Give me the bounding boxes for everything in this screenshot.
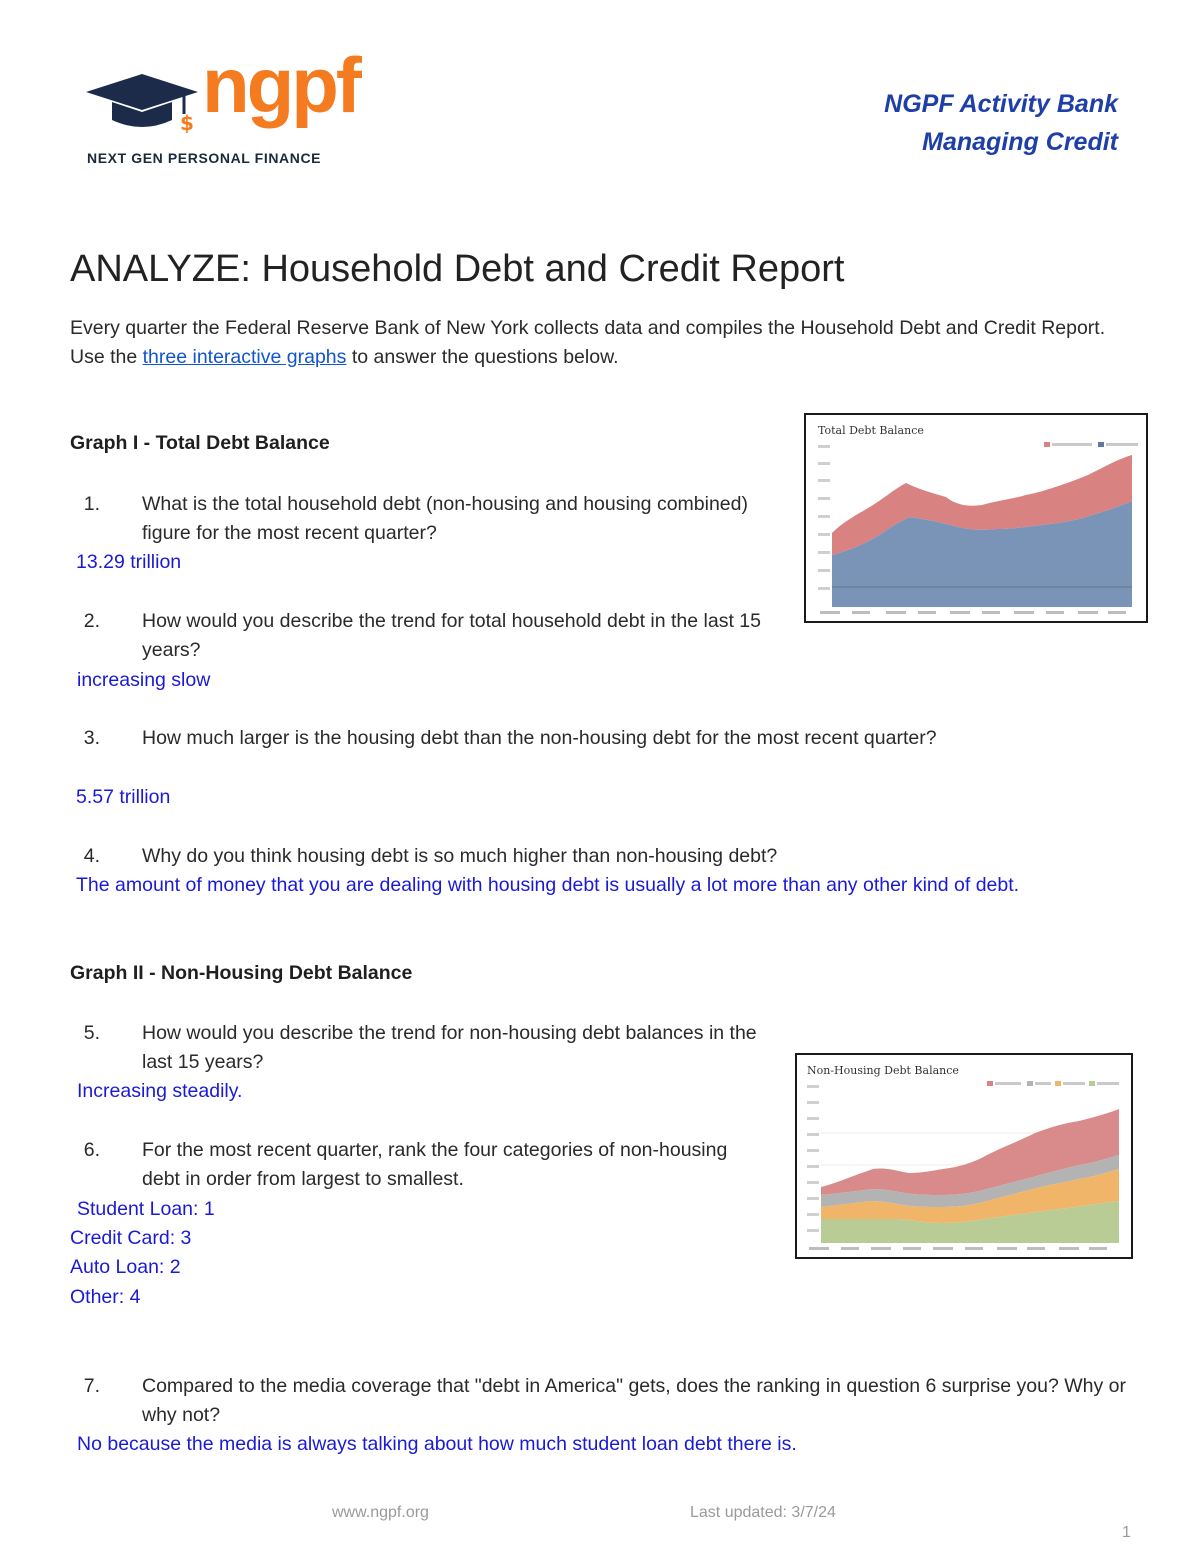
question-4	[70, 842, 1070, 871]
footer-last-updated: Last updated: 3/7/24	[690, 1504, 836, 1521]
question-number: 3.	[83, 727, 100, 749]
non-housing-debt-chart	[795, 1053, 1133, 1259]
question-6	[70, 1136, 760, 1194]
x-tick-labels	[809, 1247, 1107, 1250]
question-number: 1.	[83, 493, 100, 515]
question-number: 5.	[83, 1022, 100, 1044]
graph2-heading: Graph II - Non-Housing Debt Balance	[70, 962, 413, 984]
x-tick-labels	[820, 611, 1126, 614]
answer-6-rank-1: Student Loan: 1	[77, 1198, 215, 1220]
y-tick-labels	[818, 445, 830, 590]
graph1-heading: Graph I - Total Debt Balance	[70, 432, 330, 454]
svg-text:$: $	[180, 111, 194, 135]
question-number: 6.	[83, 1139, 100, 1161]
total-debt-chart	[804, 413, 1148, 623]
question-2	[70, 607, 790, 665]
header-activity-bank: NGPF Activity Bank	[884, 90, 1118, 118]
question-number: 7.	[83, 1375, 100, 1397]
legend	[987, 1081, 1119, 1086]
question-text: Why do you think housing debt is so much higher than non-housing debt?	[142, 845, 778, 867]
intro-paragraph	[70, 314, 1130, 372]
answer-6-rank-3: Auto Loan: 2	[70, 1256, 181, 1278]
question-text: How much larger is the housing debt than the non-housing debt for the most recent quarter?	[142, 727, 937, 749]
intro-text-before: Every quarter the Federal Reserve Bank of New York collects data and compiles the Household Debt and Credit Report. Use the	[70, 317, 1106, 368]
question-number: 2.	[83, 610, 100, 632]
chart-title: Total Debt Balance	[818, 424, 924, 437]
intro-text-after: to answer the questions below.	[346, 346, 619, 368]
question-text: For the most recent quarter, rank the four categories of non-housing debt in order from largest to smallest.	[142, 1139, 728, 1190]
total-debt-chart-svg	[806, 415, 1146, 621]
y-tick-labels	[807, 1085, 819, 1232]
logo-wordmark: ngpf	[202, 41, 359, 129]
answer-6-rank-2: Credit Card: 3	[70, 1227, 192, 1249]
question-text: Compared to the media coverage that "debt in America" gets, does the ranking in question 6 surprise you? Why or why not?	[142, 1375, 1126, 1426]
graduation-cap-icon	[84, 68, 204, 138]
logo-subtitle: NEXT GEN PERSONAL FINANCE	[87, 150, 322, 166]
legend-swatch-housing	[1098, 442, 1104, 447]
answer-5: Increasing steadily.	[77, 1080, 243, 1102]
answer-1: 13.29 trillion	[76, 551, 182, 573]
interactive-graphs-link[interactable]: three interactive graphs	[142, 346, 347, 368]
answer-4: The amount of money that you are dealing with housing debt is usually a lot more than any other kind of debt.	[76, 874, 1020, 896]
question-7	[70, 1372, 1130, 1430]
answer-6-rank-4: Other: 4	[70, 1286, 141, 1308]
ngpf-logo	[84, 41, 384, 172]
question-text: How would you describe the trend for non-housing debt balances in the last 15 years?	[142, 1022, 757, 1073]
question-text: How would you describe the trend for total household debt in the last 15 years?	[142, 610, 761, 661]
question-3	[70, 724, 1070, 753]
answer-7: No because the media is always talking about how much student loan debt there is.	[77, 1433, 797, 1455]
page-title: ANALYZE: Household Debt and Credit Report	[70, 248, 845, 290]
question-number: 4.	[83, 845, 100, 867]
question-text: What is the total household debt (non-housing and housing combined) figure for the most recent quarter?	[142, 493, 748, 544]
non-housing-chart-svg	[797, 1055, 1131, 1257]
footer-website: www.ngpf.org	[332, 1504, 429, 1521]
question-1	[70, 490, 770, 548]
chart-title: Non-Housing Debt Balance	[807, 1064, 959, 1077]
answer-2: increasing slow	[77, 669, 211, 691]
page-number: 1	[1122, 1524, 1131, 1541]
legend-label-placeholder	[1106, 443, 1138, 446]
header-unit-name: Managing Credit	[922, 128, 1118, 156]
question-5	[70, 1019, 770, 1077]
answer-3: 5.57 trillion	[76, 786, 171, 808]
legend-label-placeholder	[1052, 443, 1092, 446]
legend-swatch-non-housing	[1044, 442, 1050, 447]
